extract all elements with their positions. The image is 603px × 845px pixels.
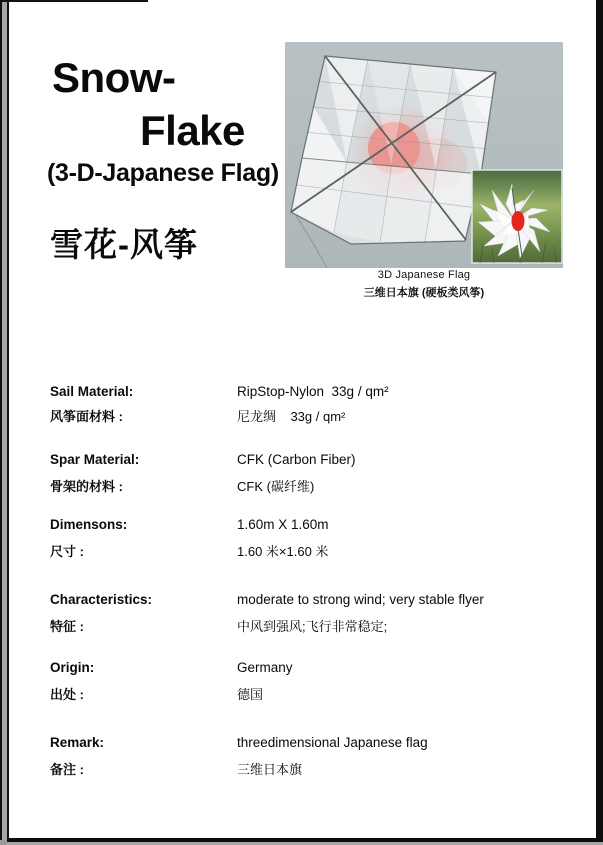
- spec-row-spar-en: [50, 452, 570, 468]
- spec-label: Sail Material:: [50, 384, 134, 399]
- spec-label: 骨架的材料 :: [50, 479, 123, 494]
- spec-value: 1.60m X 1.60m: [237, 517, 329, 532]
- spec-row-origin-zh: [50, 687, 570, 703]
- kite-photo-inset: [472, 170, 562, 263]
- spec-label: 尺寸 :: [50, 544, 84, 559]
- page-title-line1: Snow-: [52, 54, 176, 101]
- spec-row-remark-zh: [50, 762, 570, 778]
- spec-value: moderate to strong wind; very stable flyer: [237, 592, 484, 607]
- spec-row-dimensions-en: [50, 517, 570, 533]
- spec-row-remark-en: [50, 735, 570, 751]
- viewer-corner: [0, 840, 7, 845]
- spec-value: threedimensional Japanese flag: [237, 735, 428, 750]
- figure-caption-chinese: 三维日本旗 (硬板类风筝): [363, 287, 485, 299]
- figure-caption: [285, 269, 563, 300]
- page-title-line2: Flake: [140, 107, 245, 154]
- spec-value: CFK (Carbon Fiber): [237, 452, 356, 467]
- spec-label: Remark:: [50, 735, 105, 750]
- spec-value: 德国: [237, 687, 264, 702]
- page-border-left: [7, 0, 9, 842]
- spec-value: 尼龙绸 33g / qm²: [237, 409, 346, 424]
- spec-label: 风筝面材料 :: [50, 409, 123, 424]
- spec-row-sail-en: [50, 384, 570, 400]
- page-title-chinese: 雪花-风筝: [50, 226, 198, 263]
- spec-value: 1.60 米×1.60 米: [237, 544, 329, 559]
- spec-row-origin-en: [50, 660, 570, 676]
- page-border-top: [0, 0, 148, 2]
- page-border-right: [596, 0, 603, 845]
- spec-label: Spar Material:: [50, 452, 140, 467]
- spec-label: 备注 :: [50, 762, 84, 777]
- spec-row-sail-zh: [50, 409, 570, 425]
- kite-illustration: [285, 42, 563, 268]
- spec-row-characteristics-zh: [50, 619, 570, 635]
- kite-photo-main: [285, 42, 563, 268]
- spec-label: Characteristics:: [50, 592, 153, 607]
- spec-label: Dimensons:: [50, 517, 128, 532]
- spec-row-dimensions-zh: [50, 544, 570, 560]
- spec-label: 特征 :: [50, 619, 84, 634]
- spec-row-spar-zh: [50, 479, 570, 495]
- spec-row-characteristics-en: [50, 592, 570, 608]
- spec-label: 出处 :: [50, 687, 84, 702]
- figure-caption-english: 3D Japanese Flag: [377, 269, 471, 281]
- spec-label: Origin:: [50, 660, 95, 675]
- spec-value: 三维日本旗: [237, 762, 303, 777]
- page-subtitle: (3-D-Japanese Flag): [47, 159, 279, 187]
- spec-value: RipStop-Nylon 33g / qm²: [237, 384, 389, 399]
- spec-value: CFK (碳纤维): [237, 479, 315, 494]
- spec-value: Germany: [237, 660, 293, 675]
- spec-value: 中风到强风;飞行非常稳定;: [237, 619, 388, 634]
